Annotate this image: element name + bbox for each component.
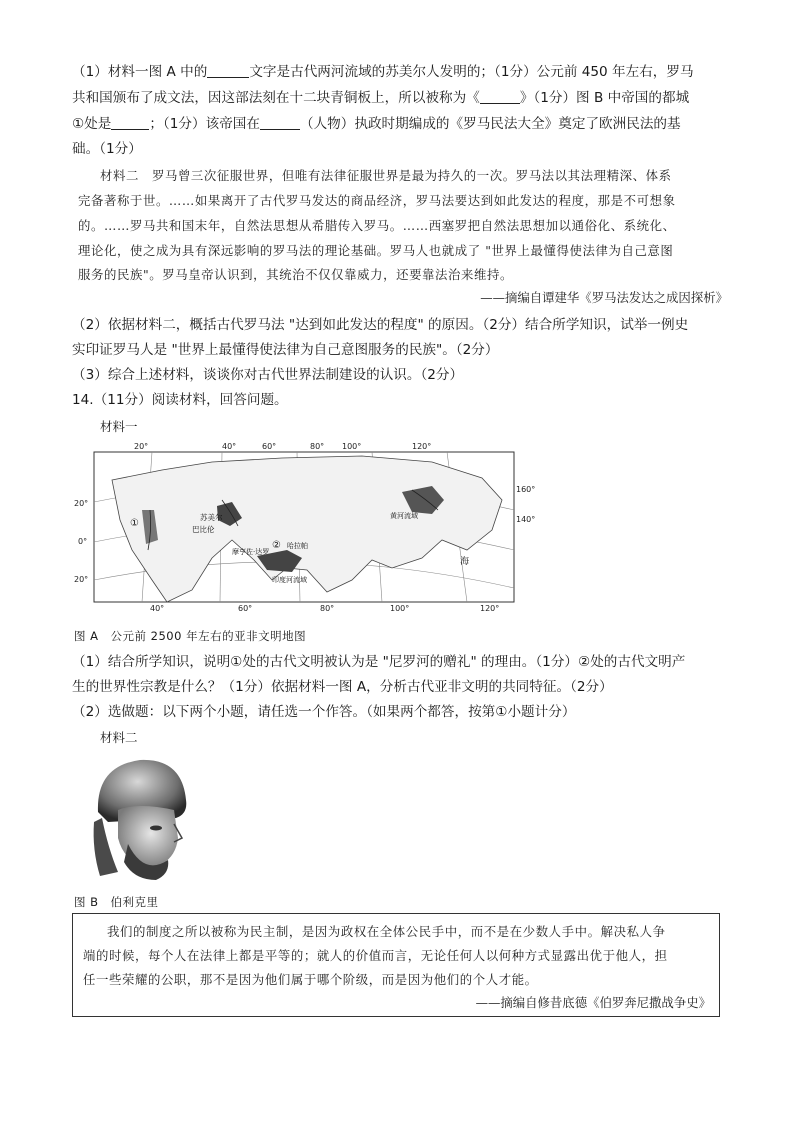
tick-right: 160°: [516, 485, 536, 494]
q13-line-2: 共和国颁布了成文法，因这部法刻在十二块青铜板上，所以被称为《 》（1分）图 B 中帝国的都城: [72, 90, 690, 106]
map-svg: [72, 440, 536, 613]
map-label-circle1: ①: [130, 518, 139, 529]
material2-line: 完备著称于世。……如果离开了古代罗马发达的商品经济，罗马法要达到如此发达的程度，那是不可想象: [78, 193, 676, 208]
quote-source: ——摘编自修昔底德《伯罗奔尼撒战争史》: [475, 995, 711, 1010]
tick-left: 0°: [78, 537, 88, 546]
answer-blank-3[interactable]: [111, 115, 149, 130]
map-label-yellow: 黄河流域: [390, 512, 418, 520]
civilization-map: [72, 440, 536, 613]
pericles-bust-image: [78, 752, 203, 882]
tick-top: 20°: [134, 442, 149, 451]
map-label-indus: 印度河流域: [272, 576, 307, 584]
material2-source: ——摘编自谭建华《罗马法发达之成因探析》: [480, 290, 728, 305]
tick-top: 60°: [262, 442, 277, 451]
quote-line: 端的时候，每个人在法律上都是平等的；就人的价值而言，无论任何人以何种方式显露出优于他人，担: [83, 948, 668, 963]
answer-blank-1[interactable]: [207, 63, 249, 78]
tick-top: 100°: [342, 442, 362, 451]
tick-bottom: 100°: [390, 604, 410, 613]
material2-line: 材料二 罗马曾三次征服世界，但唯有法律征服世界是最为持久的一次。罗马法以其法理精深、体系: [100, 168, 672, 183]
tick-top: 120°: [412, 442, 432, 451]
map-label-circle2: ②: [272, 540, 281, 551]
material2-line: 服务的民族"。罗马皇帝认识到，其统治不仅仅靠威力，还要靠法治来维持。: [78, 267, 513, 282]
tick-right: 140°: [516, 515, 536, 524]
map-label-harappa: 哈拉帕: [287, 542, 308, 550]
tick-bottom: 120°: [480, 604, 500, 613]
figure-b-caption: 图 B 伯利克里: [74, 895, 159, 909]
material1-label: 材料一: [100, 419, 138, 434]
q13-2-line: （2）依据材料二，概括古代罗马法 "达到如此发达的程度" 的原因。（2分）结合所学知识，试举一例史: [72, 317, 689, 333]
material2-line: 理论化，使之成为具有深远影响的罗马法的理论基础。罗马人也就成了 "世界上最懂得使法律为自己意图: [78, 243, 674, 258]
map-label-mohenjo: 摩亨佐·达罗: [232, 548, 270, 556]
map-label-sea: 海: [460, 557, 470, 567]
q13-3: （3）综合上述材料，谈谈你对古代世界法制建设的认识。（2分）: [72, 367, 464, 383]
q13-2-line: 实印证罗马人是 "世界上最懂得使法律为自己意图服务的民族"。（2分）: [72, 342, 499, 358]
tick-bottom: 40°: [150, 604, 165, 613]
quote-line: 任一些荣耀的公职，那不是因为他们属于哪个阶级，而是因为他们的个人才能。: [83, 972, 538, 987]
tick-left: 20°: [74, 499, 89, 508]
answer-blank-2[interactable]: [480, 89, 520, 104]
q13-line-4: 础。（1分）: [72, 141, 142, 157]
tick-bottom: 60°: [238, 604, 253, 613]
map-caption: 图 A 公元前 2500 年左右的亚非文明地图: [74, 629, 307, 643]
tick-bottom: 80°: [320, 604, 335, 613]
q13-line-1: （1）材料一图 A 中的 文字是古代两河流域的苏美尔人发明的；（1分）公元前 450 年左右，罗马: [72, 64, 694, 80]
q14-2: （2）选做题：以下两个小题，请任选一个作答。（如果两个都答，按第①小题计分）: [72, 704, 576, 720]
quote-box: [72, 913, 720, 1017]
q13-line-3: ①处是 ；（1分）该帝国在 （人物）执政时期编成的《罗马民法大全》奠定了欧洲民法的基: [72, 116, 681, 132]
quote-line: 我们的制度之所以被称为民主制，是因为政权在全体公民手中，而不是在少数人手中。解决私人争: [107, 924, 666, 939]
map-label-babylon: 巴比伦: [192, 525, 215, 534]
tick-left: 20°: [74, 575, 89, 584]
q14-1-line: （1）结合所学知识，说明①处的古代文明被认为是 "尼罗河的赠礼" 的理由。（1分）②处的古代文明产: [72, 654, 686, 670]
map-label-sumer: 苏美尔: [200, 513, 223, 522]
q14-title: 14.（11分）阅读材料，回答问题。: [72, 392, 288, 408]
bust-svg: [78, 752, 203, 882]
answer-blank-4[interactable]: [260, 115, 300, 130]
tick-top: 80°: [310, 442, 325, 451]
tick-top: 40°: [222, 442, 237, 451]
material2-line: 的。……罗马共和国末年，自然法思想从希腊传入罗马。……西塞罗把自然法思想加以通俗化、系统化、: [78, 218, 676, 233]
material2-label: 材料二: [100, 730, 138, 745]
q14-1-line: 生的世界性宗教是什么？（1分）依据材料一图 A，分析古代亚非文明的共同特征。（2分）: [72, 679, 613, 695]
